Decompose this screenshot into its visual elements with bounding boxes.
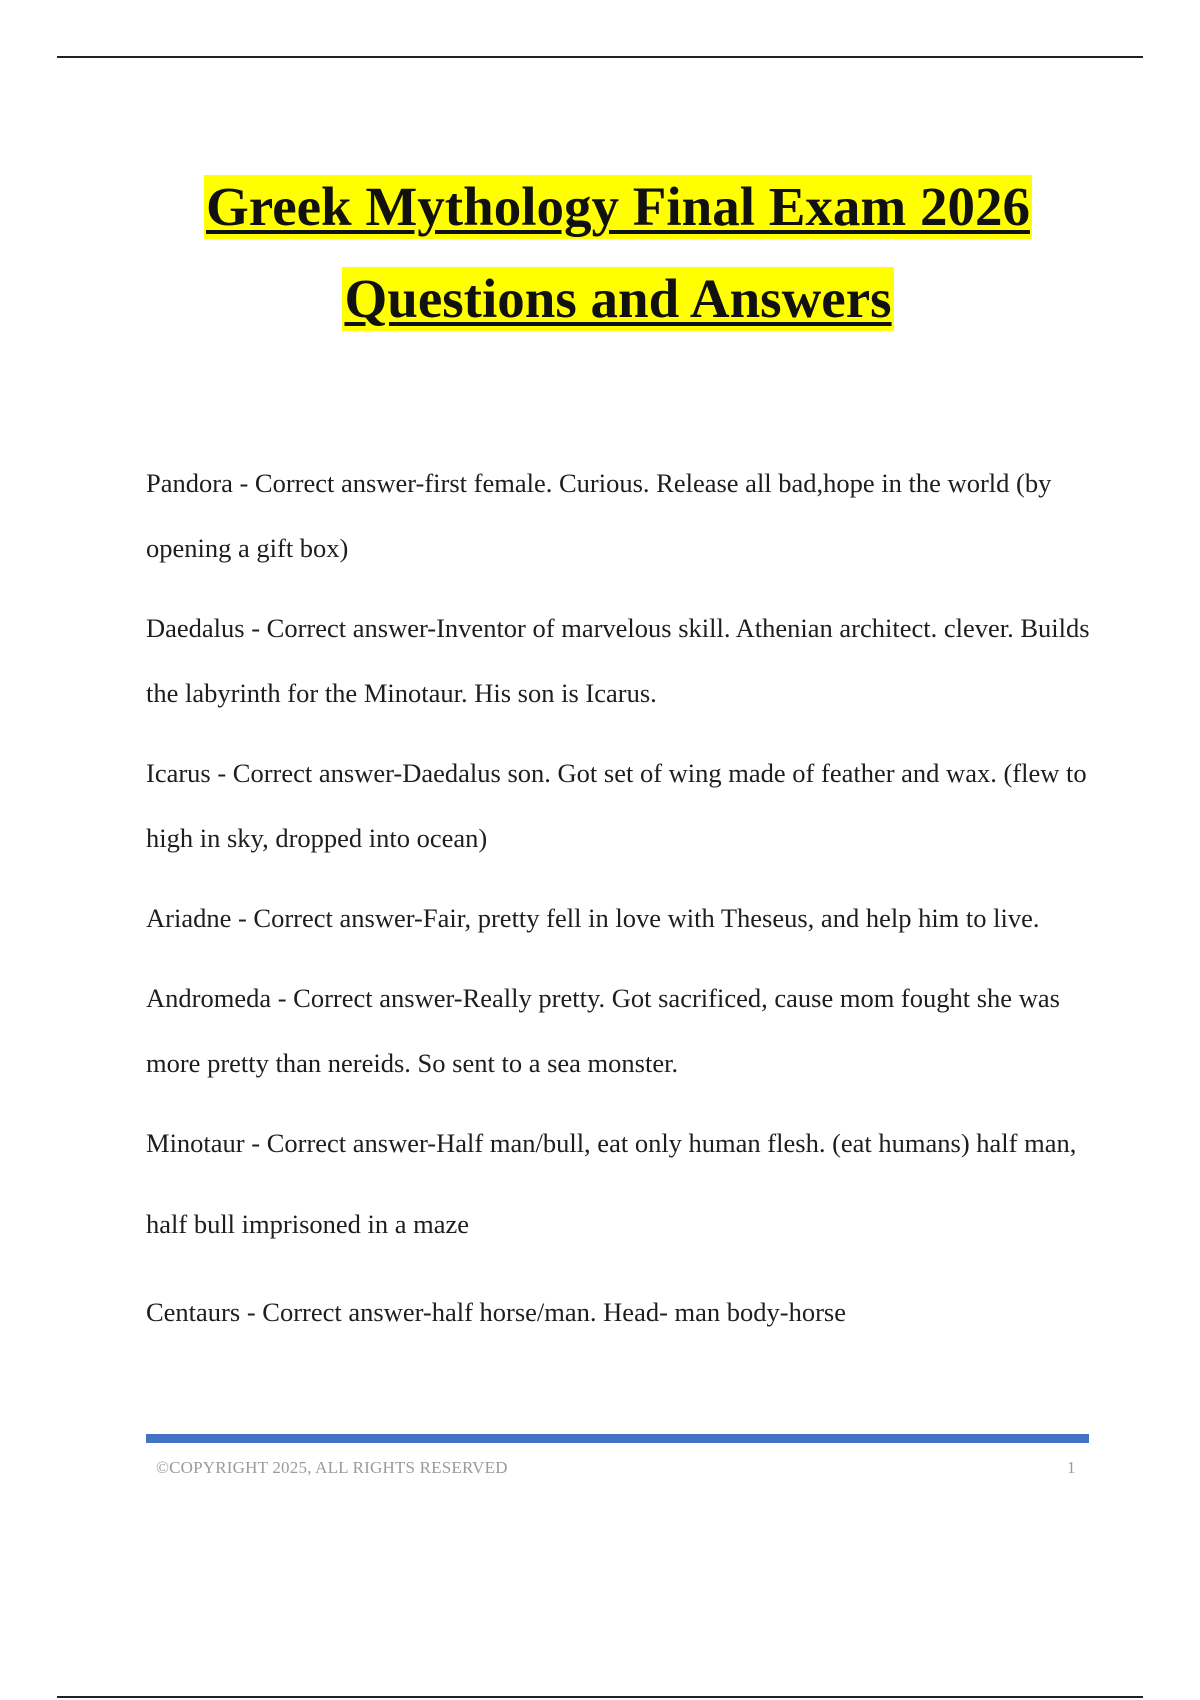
document-title <box>0 175 1200 331</box>
qa-item-minotaur: Minotaur - Correct answer-Half man/bull, eat only human flesh. (eat humans) half man, half bull imprisoned in a maze <box>146 1128 1077 1239</box>
qa-item-ariadne: Ariadne - Correct answer-Fair, pretty fell in love with Theseus, and help him to live. <box>146 903 1040 933</box>
qa-item-andromeda: Andromeda - Correct answer-Really pretty. Got sacrificed, cause mom fought she was more pretty than nereids. So sent to a sea monster. <box>146 983 1060 1078</box>
footer-copyright: ©COPYRIGHT 2025, ALL RIGHTS RESERVED <box>156 1458 508 1477</box>
top-divider <box>57 56 1143 58</box>
qa-list <box>146 451 1096 1360</box>
bottom-divider <box>57 1696 1143 1698</box>
page-number: 1 <box>1067 1458 1076 1477</box>
qa-item-icarus: Icarus - Correct answer-Daedalus son. Got set of wing made of feather and wax. (flew to high in sky, dropped into ocean) <box>146 758 1087 853</box>
qa-item-daedalus: Daedalus - Correct answer-Inventor of marvelous skill. Athenian architect. clever. Builds the labyrinth for the Minotaur. His son is Icarus. <box>146 613 1090 708</box>
qa-item-pandora: Pandora - Correct answer-first female. Curious. Release all bad,hope in the world (by opening a gift box) <box>146 468 1052 563</box>
qa-item-centaurs: Centaurs - Correct answer-half horse/man. Head- man body-horse <box>146 1297 846 1327</box>
title-line-1: Greek Mythology Final Exam 2026 <box>206 176 1030 237</box>
title-line-2: Questions and Answers <box>344 268 892 329</box>
footer-divider <box>146 1434 1089 1443</box>
